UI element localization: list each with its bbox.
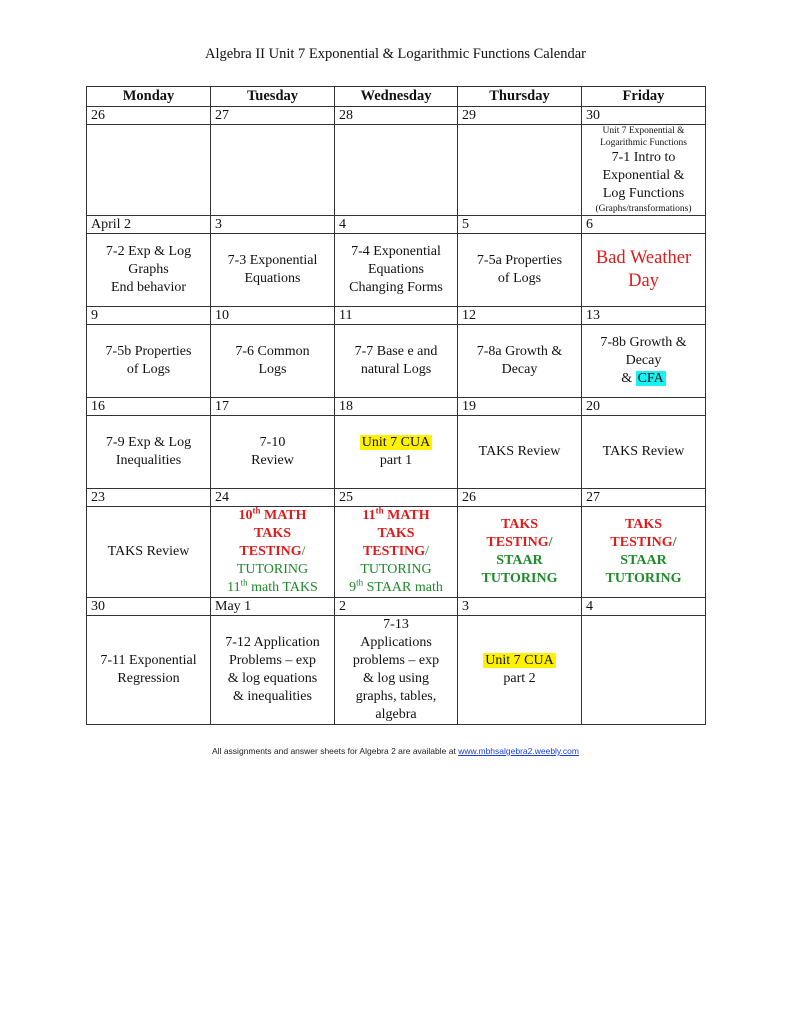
lesson-cell [211,416,335,489]
lesson-text: STAAR math [363,580,443,595]
lesson-line [213,543,332,561]
date-row [87,107,706,125]
lesson-cell [211,234,335,307]
lesson-line: STAAR [496,553,543,568]
lesson-line: 7-6 Common [235,344,310,359]
lesson-line: TAKS [500,517,539,532]
lesson-text: 11 [362,508,376,523]
date-number: 19 [458,398,582,416]
lesson-cell [582,507,706,598]
lesson-line [460,652,579,670]
lesson-cell [87,125,211,216]
lesson-line: 7-2 Exp & Log [105,244,192,259]
lesson-cell [335,125,458,216]
lesson-text: TESTING [610,535,673,550]
lesson-line: problems – exp [352,653,440,668]
lesson-cell [582,234,706,307]
lesson-line: TAKS [624,517,663,532]
date-number: May 1 [211,598,335,616]
lesson-line: TAKS Review [478,444,561,459]
lesson-text: & [621,371,636,386]
lesson-line: 7-3 Exponential [227,253,318,268]
lesson-line: (Graphs/transformations) [595,204,692,214]
lesson-cell [458,234,582,307]
lesson-line: 7-5a Properties [476,253,563,268]
lesson-cell [211,125,335,216]
lesson-text: 9 [349,580,357,595]
lesson-line: 7-1 Intro to [611,150,676,165]
lesson-line: Log Functions [602,186,685,201]
lesson-cell [87,616,211,725]
weekday-header: Wednesday [335,87,458,107]
lesson-text: / [301,544,306,559]
lesson-text: Unit 7 CUA [485,653,554,668]
lesson-line: Inequalities [115,453,182,468]
lesson-cell [87,507,211,598]
date-number: 28 [335,107,458,125]
date-number: 16 [87,398,211,416]
lesson-text: TESTING [362,544,426,559]
lesson-line: TUTORING [481,571,558,586]
lesson-text: 10 [238,508,253,523]
lesson-cell [335,416,458,489]
date-number: 30 [87,598,211,616]
date-row [87,598,706,616]
lesson-cell [458,325,582,398]
lesson-line: Exponential & [602,168,685,183]
lesson-line [337,579,455,597]
lesson-line: of Logs [497,271,542,286]
lesson-cell [458,507,582,598]
lesson-cell [335,616,458,725]
date-number: 4 [582,598,706,616]
lesson-line: 7-8b Growth & [600,335,687,350]
lesson-cell [87,416,211,489]
page-title: Algebra II Unit 7 Exponential & Logarithmic Functions Calendar [205,46,586,62]
lesson-line: Decay [625,353,662,368]
lesson-text: th [356,577,364,588]
lesson-line: natural Logs [360,362,432,377]
date-number: 27 [582,489,706,507]
date-number: 9 [87,307,211,325]
date-row [87,216,706,234]
lesson-line [337,543,455,561]
lesson-text: TESTING [239,544,302,559]
lesson-line: 7-9 Exp & Log [105,435,192,450]
date-number: 17 [211,398,335,416]
lesson-text: / [548,535,553,550]
lesson-line: Problems – exp [228,653,317,668]
lesson-line: 7-4 Exponential [351,244,441,259]
date-row [87,398,706,416]
website-link[interactable]: www.mbhsalgebra2.weebly.com [458,746,579,756]
date-number: 26 [458,489,582,507]
lesson-text: TESTING [486,535,549,550]
date-number: 4 [335,216,458,234]
lesson-cell [335,325,458,398]
lesson-line: graphs, tables, [355,689,437,704]
date-number: April 2 [87,216,211,234]
date-number: 25 [335,489,458,507]
lesson-line [337,434,455,452]
lesson-cell [87,325,211,398]
lesson-line [213,507,332,525]
lesson-line: 7-10 [259,435,286,450]
date-number: 10 [211,307,335,325]
lesson-line: Review [251,453,294,468]
weekday-header: Tuesday [211,87,335,107]
lesson-line [460,534,579,552]
calendar-table [86,86,706,725]
lesson-row [87,234,706,307]
lesson-cell [335,507,458,598]
date-number: 13 [582,307,706,325]
footer-text: All assignments and answer sheets for Algebra 2 are available at [212,746,459,756]
lesson-line: Regression [117,671,180,686]
lesson-row [87,325,706,398]
lesson-line: & log equations [227,671,318,686]
lesson-line: End behavior [110,280,187,295]
date-row [87,307,706,325]
footer-note [0,746,791,756]
date-row [87,489,706,507]
date-number: 11 [335,307,458,325]
lesson-cell [582,325,706,398]
lesson-line: STAAR [620,553,667,568]
lesson-cell [582,616,706,725]
lesson-cell [458,416,582,489]
lesson-line: & log using [362,671,430,686]
lesson-line: part 2 [503,671,536,686]
lesson-row [87,125,706,216]
lesson-line: 7-5b Properties [105,344,192,359]
lesson-line: TAKS Review [602,444,685,459]
lesson-text: MATH [383,508,430,523]
lesson-line: part 1 [379,453,413,468]
date-number: 24 [211,489,335,507]
lesson-cell [335,234,458,307]
lesson-row [87,616,706,725]
lesson-line: 7-12 Application [225,635,320,650]
lesson-line: 7-8a Growth & [476,344,563,359]
lesson-text: th [252,505,261,516]
weekday-header: Friday [582,87,706,107]
lesson-line: 7-13 [383,617,409,632]
lesson-cell [211,616,335,725]
lesson-line: Equations [244,271,301,286]
lesson-line: algebra [375,707,417,722]
lesson-text: / [672,535,677,550]
lesson-line: Logarithmic Functions [600,138,687,148]
lesson-line: & inequalities [233,689,312,704]
lesson-cell [211,325,335,398]
lesson-text: math TAKS [247,580,318,595]
lesson-cell [211,507,335,598]
lesson-text: th [240,577,248,588]
date-number: 2 [335,598,458,616]
lesson-line: of Logs [126,362,171,377]
lesson-line: Equations [368,262,424,277]
date-number: 20 [582,398,706,416]
lesson-line: Day [628,271,659,291]
lesson-line: TAKS Review [107,544,190,559]
lesson-row [87,416,706,489]
lesson-line: 7-11 Exponential [100,653,197,668]
lesson-cell [87,234,211,307]
lesson-text: Unit 7 CUA [361,435,431,450]
lesson-line: Graphs [128,262,169,277]
lesson-line: Decay [501,362,538,377]
date-number: 3 [458,598,582,616]
date-number: 5 [458,216,582,234]
date-number: 30 [582,107,706,125]
lesson-line: Unit 7 Exponential & [602,126,685,136]
weekday-header: Monday [87,87,211,107]
date-number: 18 [335,398,458,416]
lesson-line [213,579,332,597]
lesson-line: Logs [258,362,287,377]
lesson-cell [582,416,706,489]
lesson-line: TAKS [253,526,292,541]
lesson-text: MATH [260,508,307,523]
lesson-line: 7-7 Base e and [354,344,438,359]
lesson-line [584,370,703,388]
lesson-text: 11 [227,580,241,595]
lesson-text: / [425,544,430,559]
lesson-row [87,507,706,598]
lesson-cell [582,125,706,216]
lesson-line [337,507,455,525]
weekday-header: Thursday [458,87,582,107]
date-number: 3 [211,216,335,234]
weekday-header-row [87,87,706,107]
lesson-line: Applications [360,635,432,650]
lesson-cell [458,616,582,725]
lesson-line: TUTORING [236,562,309,577]
date-number: 23 [87,489,211,507]
date-number: 27 [211,107,335,125]
lesson-line: TAKS [377,526,415,541]
lesson-cell [458,125,582,216]
lesson-line: TUTORING [605,571,682,586]
date-number: 26 [87,107,211,125]
lesson-text: CFA [637,371,664,386]
date-number: 6 [582,216,706,234]
lesson-line: Bad Weather [595,248,692,268]
lesson-line [584,534,703,552]
lesson-line: Changing Forms [349,280,443,295]
date-number: 12 [458,307,582,325]
lesson-text: th [375,505,384,516]
date-number: 29 [458,107,582,125]
lesson-line: TUTORING [360,562,432,577]
